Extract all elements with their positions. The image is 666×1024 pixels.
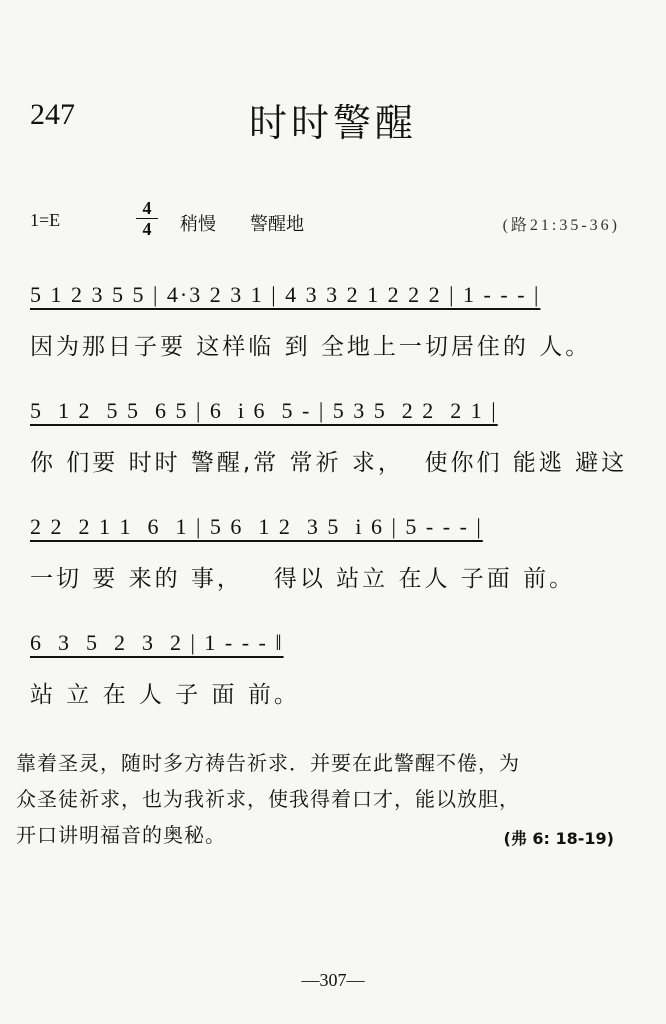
hymn-number: 247 [30, 98, 75, 131]
tempo-marking: 稍慢 [180, 214, 216, 235]
lyric-line: 一切 要 来的 事， 得以 站立 在人 子面 前。 [30, 566, 576, 592]
lyric-line: 因为那日子要 这样临 到 全地上一切居住的 人。 [30, 334, 592, 360]
music-system [30, 282, 640, 361]
music-system [30, 630, 640, 709]
prayer-scripture: (弗 6: 18-19) [503, 829, 614, 848]
lyric-line: 你 们要 时时 警醒,常 常祈 求， 使你们 能逃 避这 [30, 450, 628, 476]
hymn-title: 时时警醒 [248, 101, 417, 145]
key-signature: 1=E [30, 210, 61, 230]
expression-marking: 警醒地 [250, 214, 304, 235]
notation-line: 2 2 2 1 1 6 1 | 5 6 1 2 3 5 i 6 | 5 - - - | [30, 514, 483, 539]
notation-line: 5 1 2 5 5 6 5 | 6 i 6 5 - | 5 3 5 2 2 2 1 | [30, 398, 498, 423]
page-number: —307— [301, 970, 365, 990]
music-system [30, 514, 640, 593]
prayer-line: 开口讲明福音的奥秘。 [16, 823, 226, 847]
music-system [30, 398, 640, 477]
lyric-line: 站 立 在 人 子 面 前。 [30, 682, 300, 708]
hymn-meta [30, 200, 630, 250]
notation-line: 5 1 2 3 5 5 | 4·3 2 3 1 | 4 3 3 2 1 2 2 2 | 1 - - - | [30, 282, 541, 307]
prayer-line: 靠着圣灵，随时多方祷告祈求．并要在此警醒不倦，为 [16, 751, 520, 775]
time-signature-denominator: 4 [142, 219, 152, 239]
time-signature-numerator: 4 [136, 198, 158, 219]
prayer-line: 众圣徒祈求，也为我祈求，使我得着口才，能以放胆， [16, 787, 520, 811]
scripture-reference: (路21:35-36) [502, 217, 620, 234]
time-signature [136, 198, 158, 239]
notation-line: 6 3 5 2 3 2 | 1 - - - ‖ [30, 630, 284, 655]
